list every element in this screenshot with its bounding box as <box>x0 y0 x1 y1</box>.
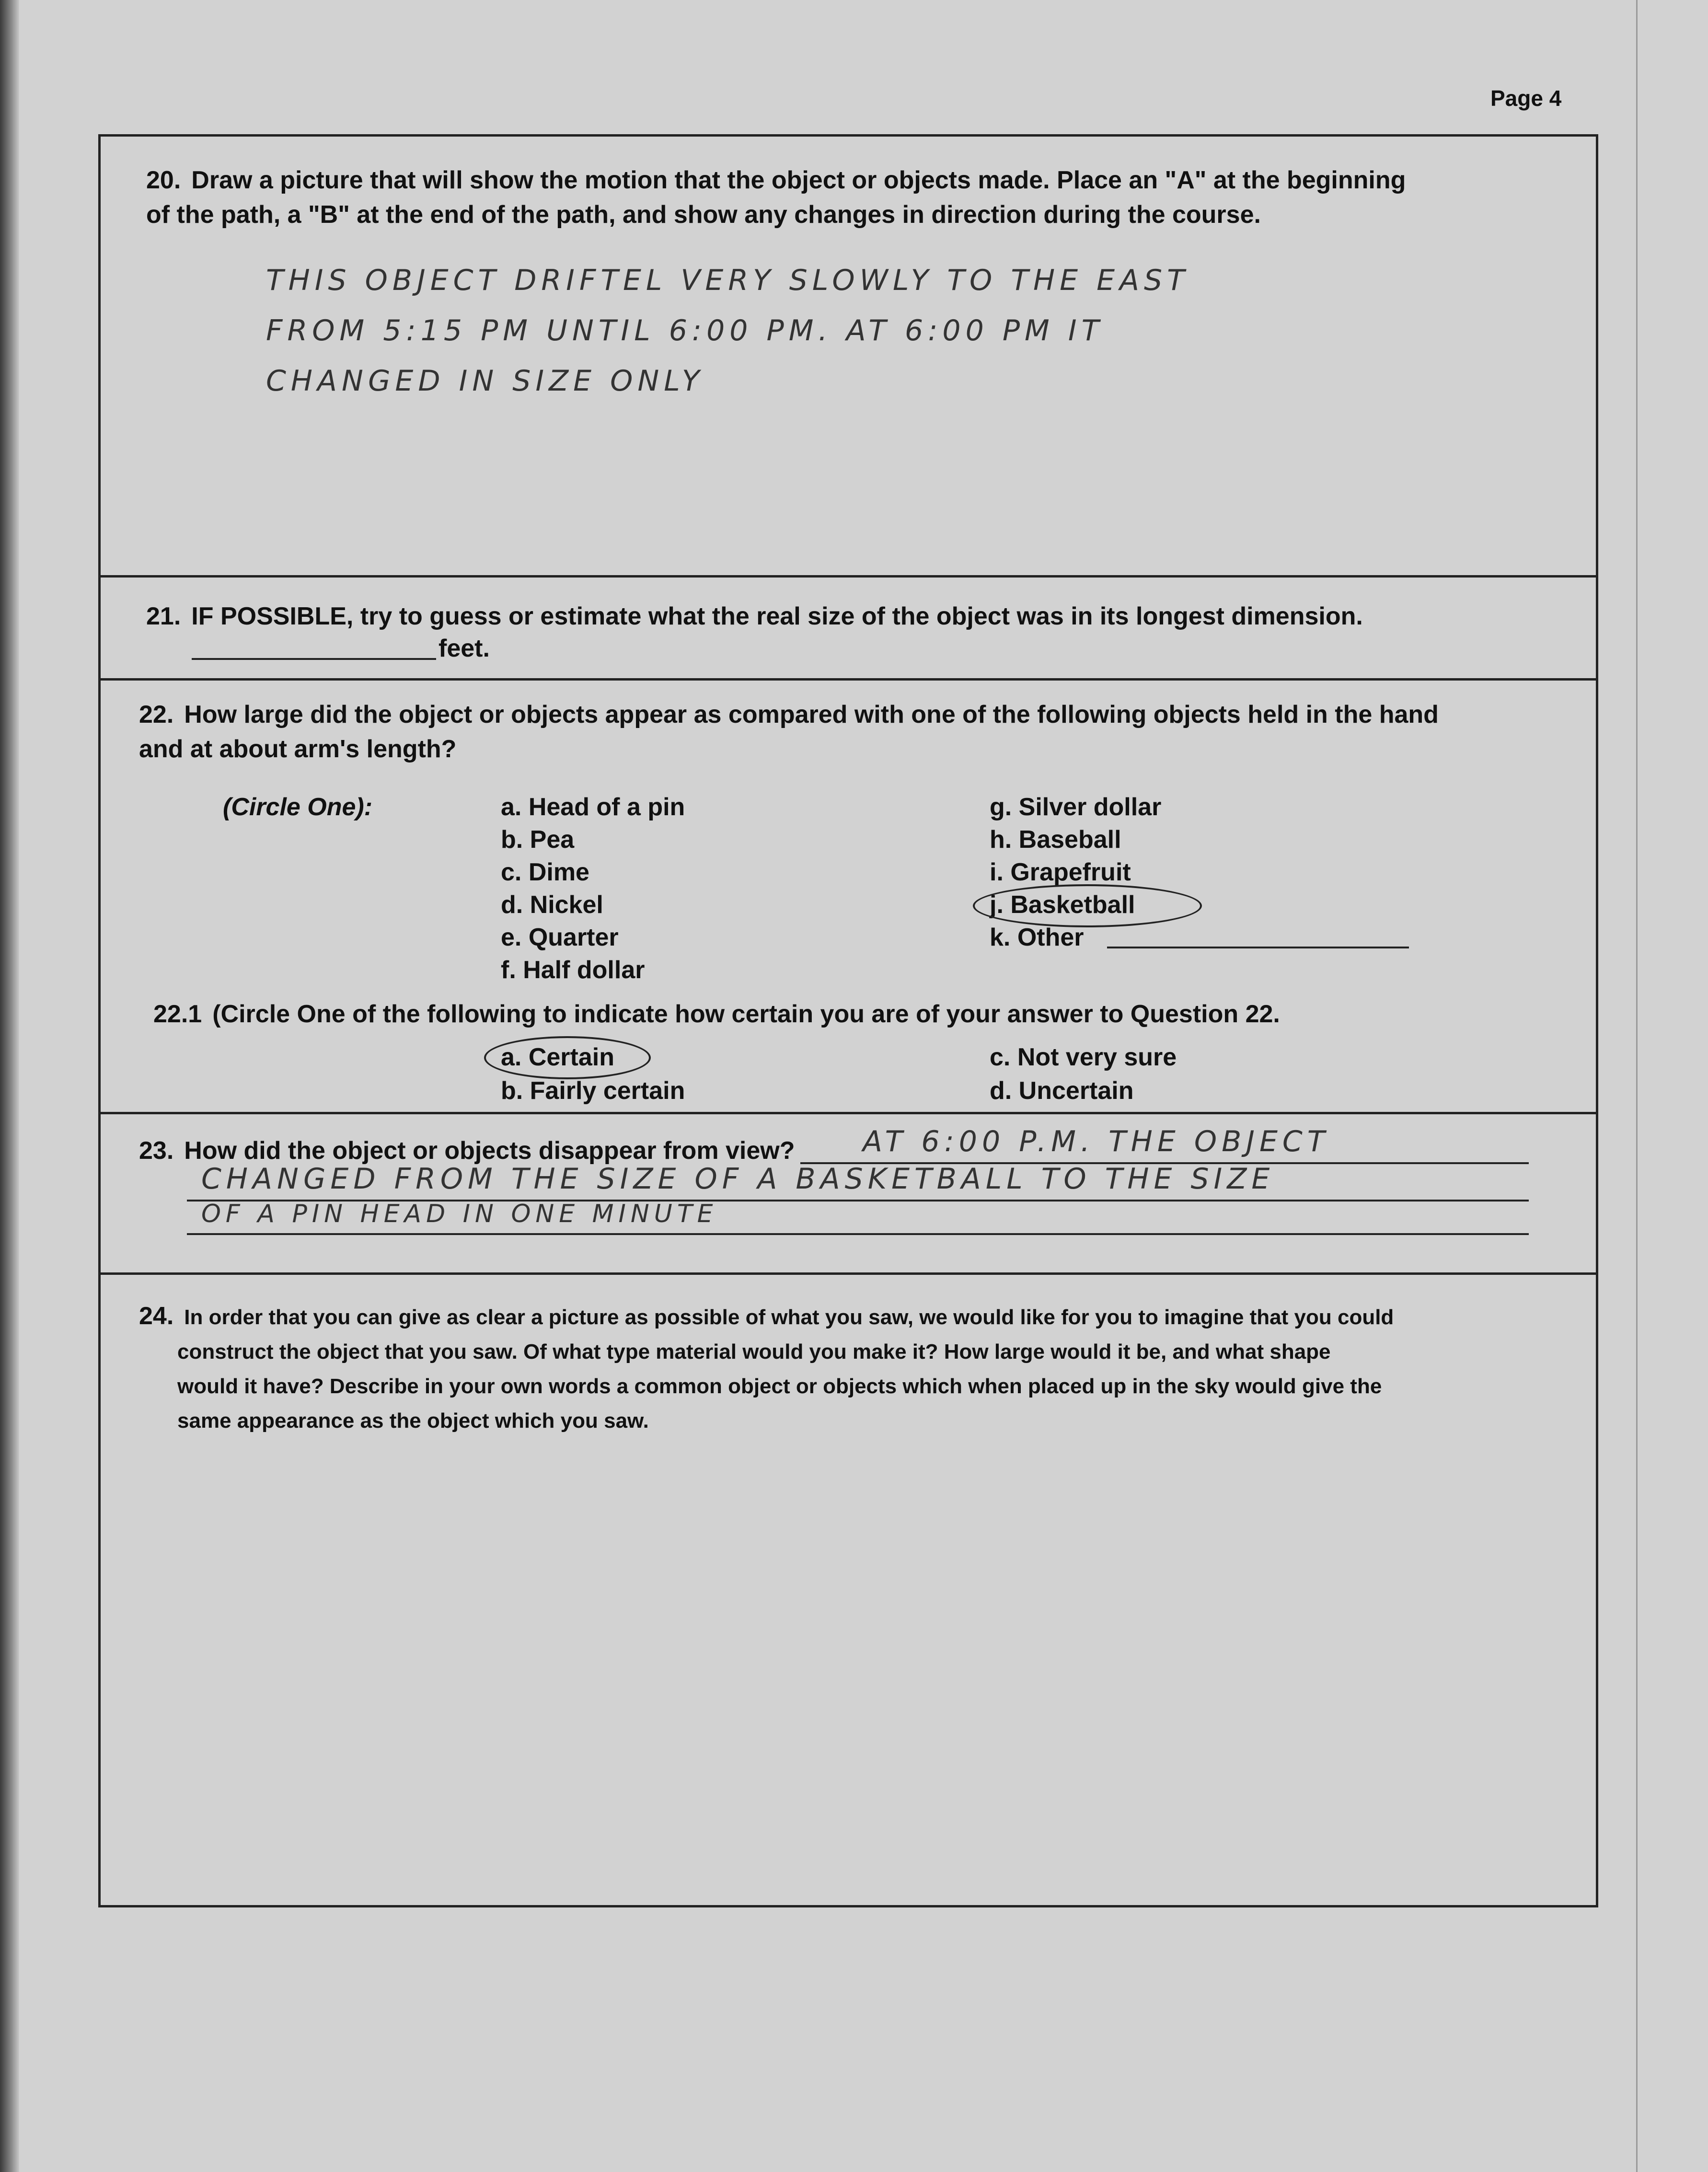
question-24-section <box>101 1272 1596 1905</box>
question-20-line1: Draw a picture that will show the motion that the object or objects made. Place an "A" at the beginning <box>191 166 1406 194</box>
other-size-field[interactable] <box>1107 947 1409 948</box>
certainty-option-uncertain[interactable]: d. Uncertain <box>990 1077 1134 1105</box>
question-23-answer-line2: CHANGED FROM THE SIZE OF A BASKETBALL TO THE SIZE <box>201 1162 1275 1196</box>
option-head-of-pin[interactable]: a. Head of a pin <box>501 793 685 821</box>
question-20-answer-line1: THIS OBJECT DRIFTEL VERY SLOWLY TO THE EAST <box>266 264 1189 297</box>
answer-underline-3 <box>187 1233 1529 1235</box>
question-21-number: 21. <box>146 602 181 630</box>
scan-edge-line <box>1636 0 1638 2172</box>
question-23-answer-line3: OF A PIN HEAD IN ONE MINUTE <box>201 1200 718 1228</box>
question-21-section <box>101 575 1596 678</box>
question-23-section <box>101 1112 1596 1272</box>
question-24-line3: would it have? Describe in your own words a common object or objects which when placed up in the sky would give the <box>177 1375 1382 1398</box>
certainty-option-certain[interactable]: a. Certain <box>501 1043 614 1071</box>
question-20-section <box>101 137 1596 575</box>
question-23-number: 23. <box>139 1137 174 1165</box>
question-20-answer-line3: CHANGED IN SIZE ONLY <box>266 364 704 398</box>
option-basketball[interactable]: j. Basketball <box>990 891 1135 919</box>
certainty-option-fairly-certain[interactable]: b. Fairly certain <box>501 1077 685 1105</box>
option-nickel[interactable]: d. Nickel <box>501 891 603 919</box>
circle-one-instruction: (Circle One): <box>223 793 373 821</box>
question-23-answer-line1: AT 6:00 P.M. THE OBJECT <box>863 1125 1330 1158</box>
question-21-unit: feet. <box>439 635 490 662</box>
option-baseball[interactable]: h. Baseball <box>990 826 1121 854</box>
question-22-line1: How large did the object or objects appear as compared with one of the following objects held in the hand <box>184 701 1439 728</box>
option-silver-dollar[interactable]: g. Silver dollar <box>990 793 1162 821</box>
question-22-section <box>101 678 1596 1112</box>
questionnaire-form <box>98 134 1598 1907</box>
question-20-text <box>146 163 1584 232</box>
scan-page-edge <box>0 0 19 2172</box>
option-half-dollar[interactable]: f. Half dollar <box>501 956 645 984</box>
question-22-1-text <box>153 997 1591 1031</box>
certain-selection-circle <box>484 1036 651 1079</box>
question-20-number: 20. <box>146 166 181 194</box>
page-number: Page 4 <box>1490 86 1562 111</box>
question-24-number: 24. <box>139 1302 174 1330</box>
certainty-option-not-very-sure[interactable]: c. Not very sure <box>990 1043 1177 1071</box>
question-21-prompt: IF POSSIBLE, try to guess or estimate what the real size of the object was in its longest dimension. <box>191 602 1363 630</box>
question-22-1-prompt: (Circle One of the following to indicate how certain you are of your answer to Question 22. <box>212 1000 1280 1028</box>
question-24-line2: construct the object that you saw. Of what type material would you make it? How large would it be, and what shape <box>177 1340 1331 1363</box>
option-dime[interactable]: c. Dime <box>501 858 589 886</box>
question-22-line2: and at about arm's length? <box>139 735 457 763</box>
question-22-number: 22. <box>139 701 174 728</box>
option-pea[interactable]: b. Pea <box>501 826 575 854</box>
question-24-line4: same appearance as the object which you saw. <box>177 1409 649 1433</box>
question-23-prompt: How did the object or objects disappear from view? <box>184 1137 795 1165</box>
question-24-line1: In order that you can give as clear a picture as possible of what you saw, we would like for you to imagine that you could <box>184 1306 1394 1329</box>
size-estimate-field[interactable] <box>192 658 436 660</box>
question-21-text <box>146 599 1584 634</box>
question-22-1-number: 22.1 <box>153 1000 202 1028</box>
option-quarter[interactable]: e. Quarter <box>501 924 619 951</box>
question-20-answer-line2: FROM 5:15 PM UNTIL 6:00 PM. AT 6:00 PM IT <box>266 314 1104 347</box>
question-22-text <box>139 697 1586 766</box>
option-other[interactable]: k. Other <box>990 924 1084 951</box>
option-grapefruit[interactable]: i. Grapefruit <box>990 858 1131 886</box>
question-20-line2: of the path, a "B" at the end of the path, and show any changes in direction during the course. <box>146 201 1261 229</box>
question-24-text <box>139 1299 1586 1438</box>
